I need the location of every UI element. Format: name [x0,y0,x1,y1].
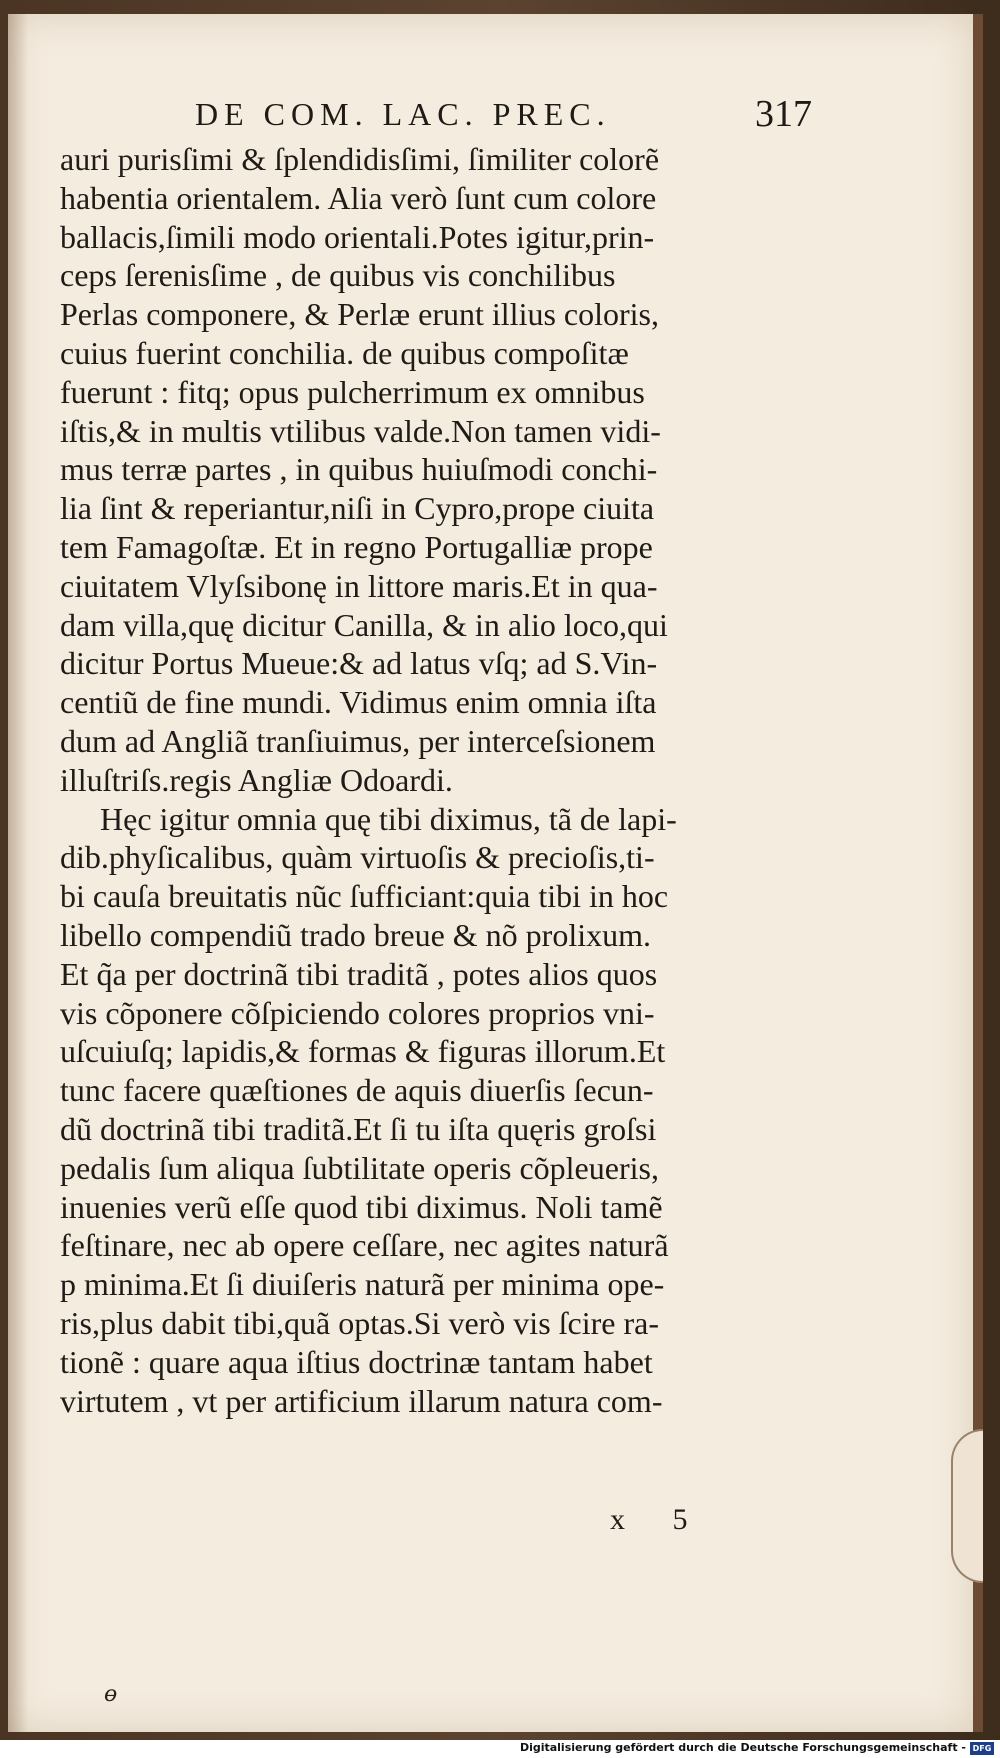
text-line: auri purisſimi & ſplendidisſimi, ſimiliter colorẽ [60,141,660,177]
text-line: dam villa,quę dicitur Canilla, & in alio loco,qui [60,606,668,643]
text-line: bi cauſa breuitatis nũc ſufficiant:quia tibi in hoc [60,878,669,915]
signature-mark: x 5 [610,1503,708,1536]
digitization-credit: Digitalisierung gefördert durch die Deutsche Forschungsgemeinschaft - [519,1741,966,1754]
page-header [65,92,825,140]
text-line: illuſtriſs.regis Angliæ Odoardi. [60,761,453,798]
text-line: fuerunt : fitq; opus pulcherrimum ex omnibus [60,373,645,410]
text-line: tunc facere quæſtiones de aquis diuerſis ſecun- [60,1072,654,1109]
text-line: dũ doctrinã tibi traditã.Et ſi tu iſta quęris groſsi [60,1110,657,1147]
text-line: Et q̃a per doctrinã tibi traditã , potes alios quos [60,955,658,992]
text-line: vis cõponere cõſpiciendo colores proprios vni- [60,994,655,1031]
text-line: dum ad Angliã tranſiuimus, per interceſsionem [60,722,656,759]
text-line: libello compendiũ trado breue & nõ prolixum. [60,916,651,953]
page-number: 317 [755,93,812,135]
text-line: iſtis,& in multis vtilibus valde.Non tamen vidi- [60,412,661,449]
text-line: inuenies verũ eſſe quod tibi diximus. Noli tamẽ [60,1188,663,1225]
text-line: pedalis ſum aliqua ſubtilitate operis cõpleueris, [60,1149,659,1186]
text-line: lia ſint & reperiantur,niſi in Cypro,prope ciuita [60,490,655,527]
text-line: feſtinare, nec ab opere ceſſare, nec agites naturã [60,1227,669,1264]
body-text [60,140,820,1420]
text-line: tionẽ : quare aqua iſtius doctrinæ tantam habet [60,1343,653,1380]
text-line: centiũ de fine mundi. Vidimus enim omnia iſta [60,684,657,721]
text-line: mus terræ partes , in quibus huiuſmodi conchi- [60,451,658,488]
text-line: cuius fuerint conchilia. de quibus compoſitæ [60,334,629,371]
text-line: ciuitatem Vlyſsibonę in littore maris.Et in qua- [60,567,658,604]
dfg-logo-icon: DFG [970,1742,994,1755]
text-line: tem Famagoſtæ. Et in regno Portugalliæ prope [60,528,653,565]
paragraph-first-line: Hęc igitur omnia quę tibi diximus, tã de lapi- [100,800,677,837]
thumb-index-notch [951,1429,983,1583]
text-line: dicitur Portus Mueue:& ad latus vſq; ad S.Vin- [60,645,658,682]
text-line: p minima.Et ſi diuiſeris naturã per minima ope- [60,1266,665,1303]
running-head: DE COM. LAC. PREC. [195,96,611,132]
text-line: Perlas componere, & Perlæ erunt illius coloris, [60,296,659,333]
text-line: ballacis,ſimili modo orientali.Potes igitur,prin- [60,218,655,255]
text-line: habentia orientalem. Alia verò ſunt cum colore [60,179,657,216]
text-line: ceps ſerenisſime , de quibus vis conchilibus [60,257,616,294]
page-gutter-shadow [8,14,28,1732]
text-line: uſcuiuſq; lapidis,& formas & figuras illorum.Et [60,1033,666,1070]
text-line: dib.phyſicalibus, quàm virtuoſis & precioſis,ti- [60,839,655,876]
text-line: virtutem , vt per artificium illarum natura com- [60,1382,663,1419]
text-line: ris,plus dabit tibi,quã optas.Si verò vis ſcire ra- [60,1304,659,1341]
ink-mark: ɵ [104,1682,118,1707]
